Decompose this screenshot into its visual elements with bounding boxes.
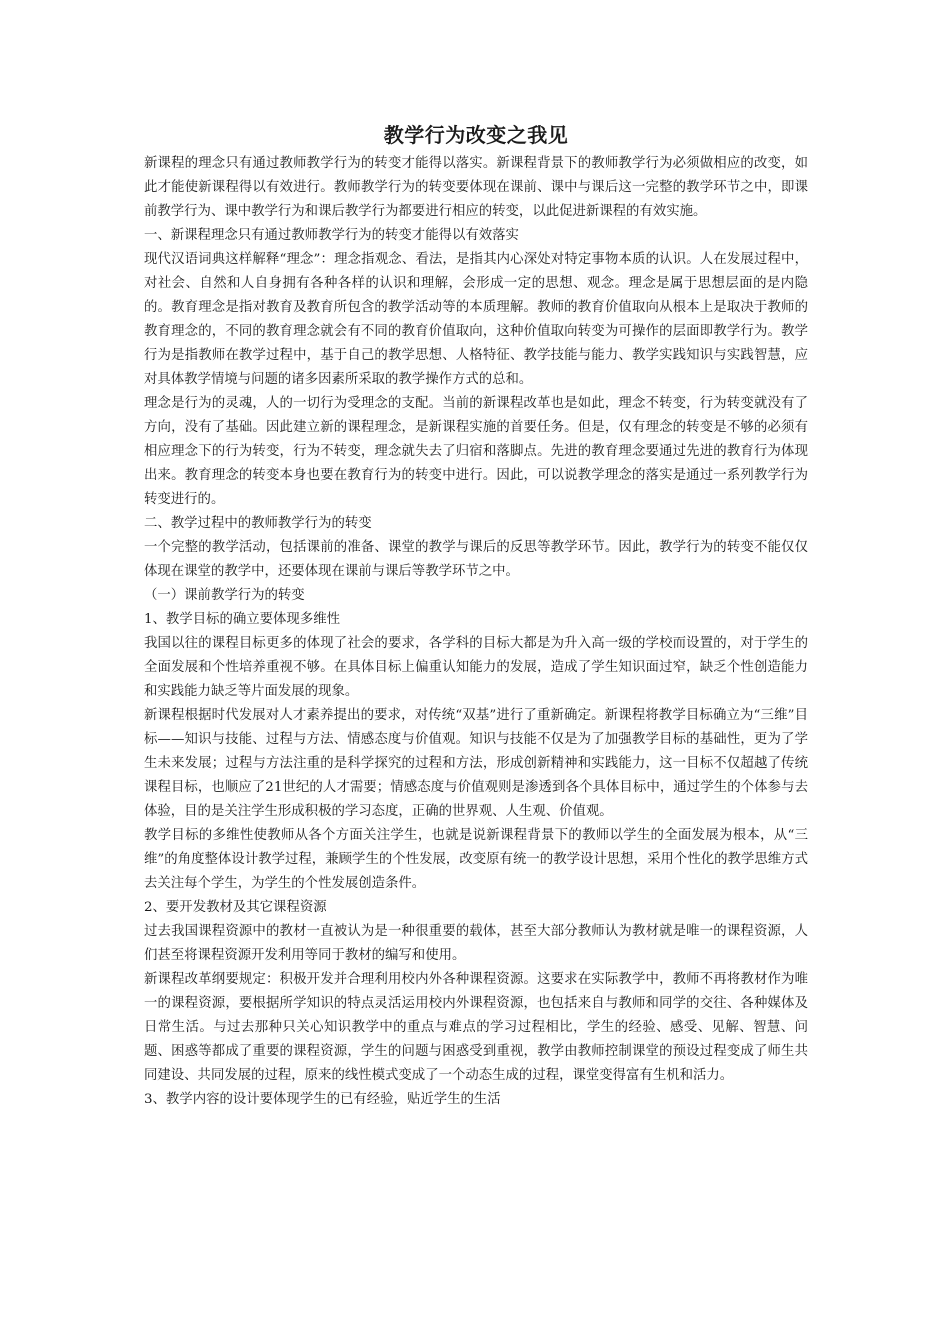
section-heading-1: 一、新课程理念只有通过教师教学行为的转变才能得以有效落实 [144,228,519,243]
document-title: 教学行为改变之我见 [383,123,569,147]
paragraph-multidimensional-goals: 教学目标的多维性使教师从各个方面关注学生，也就是说新课程背景下的教师以学生的全面发展为根本，从“三维”的角度整体设计教学过程，兼顾学生的个性发展，改变原有统一的教学设计思想，采用个性化的教学思维方式去关注每个学生，为学生的个性发展创造条件。 [144,828,808,891]
item-heading-2: 2、要开发教材及其它课程资源 [144,900,327,915]
paragraph-concept-behavior: 理念是行为的灵魂，人的一切行为受理念的支配。当前的新课程改革也是如此，理念不转变，行为转变就没有了方向，没有了基础。因此建立新的课程理念，是新课程实施的首要任务。但是，仅有理念的转变是不够的必须有相应理念下的行为转变，行为不转变，理念就失去了归宿和落脚点。先进的教育理念要通过先进的教育行为体现出来。教育理念的转变本身也要在教育行为的转变中进行。因此，可以说教学理念的落实是通过一系列教学行为转变进行的。 [144,396,808,507]
subsection-heading-pre-class: （一）课前教学行为的转变 [144,588,305,603]
paragraph-three-dimensions: 新课程根据时代发展对人才素养提出的要求，对传统“双基”进行了重新确定。新课程将教学目标确立为“三维”目标——知识与技能、过程与方法、情感态度与价值观。知识与技能不仅是为了加强教学目标的基础性，更为了学生未来发展；过程与方法注重的是科学探究的过程和方法，形成创新精神和实践能力，这一目标不仅超越了传统课程目标，也顺应了21世纪的人才需要；情感态度与价值观则是渗透到各个具体目标中，通过学生的个体参与去体验，目的是关注学生形成积极的学习态度，正确的世界观、人生观、价值观。 [144,708,808,819]
paragraph-new-resources: 新课程改革纲要规定：积极开发并合理利用校内外各种课程资源。这要求在实际教学中，教师不再将教材作为唯一的课程资源，要根据所学知识的特点灵活运用校内外课程资源，也包括来自与教师和同学的交往、各种媒体及日常生活。与过去那种只关心知识教学中的重点与难点的学习过程相比，学生的经验、感受、见解、智慧、问题、困惑等都成了重要的课程资源，学生的问题与困惑受到重视，教学由教师控制课堂的预设过程变成了师生共同建设、共同发展的过程，原来的线性模式变成了一个动态生成的过程，课堂变得富有生机和活力。 [144,972,808,1083]
paragraph-concept-definition: 现代汉语词典这样解释“理念”：理念指观念、看法，是指其内心深处对特定事物本质的认识。人在发展过程中，对社会、自然和人自身拥有各种各样的认识和理解，会形成一定的思想、观念。理念是属于思想层面的是内隐的。教育理念是指对教育及教育所包含的教学活动等的本质理解。教师的教育价值取向从根本上是取决于教师的教育理念的，不同的教育理念就会有不同的教育价值取向，这种价值取向转变为可操作的层面即教学行为。教学行为是指教师在教学过程中，基于自己的教学思想、人格特征、教学技能与能力、教学实践知识与实践智慧，应对具体教学情境与问题的诸多因素所采取的教学操作方式的总和。 [144,252,808,387]
item-heading-3: 3、教学内容的设计要体现学生的已有经验，贴近学生的生活 [144,1092,501,1107]
paragraph-past-resources: 过去我国课程资源中的教材一直被认为是一种很重要的载体，甚至大部分教师认为教材就是唯一的课程资源，人们甚至将课程资源开发利用等同于教材的编写和使用。 [144,924,808,963]
section-heading-2: 二、教学过程中的教师教学行为的转变 [144,516,372,531]
paragraph-past-goals: 我国以往的课程目标更多的体现了社会的要求，各学科的目标大都是为升入高一级的学校而设置的，对于学生的全面发展和个性培养重视不够。在具体目标上偏重认知能力的发展，造成了学生知识面过窄，缺乏个性创造能力和实践能力缺乏等片面发展的现象。 [144,636,808,699]
intro-paragraph: 新课程的理念只有通过教师教学行为的转变才能得以落实。新课程背景下的教师教学行为必须做相应的改变，如此才能使新课程得以有效进行。教师教学行为的转变要体现在课前、课中与课后这一完整的教学环节之中，即课前教学行为、课中教学行为和课后教学行为都要进行相应的转变，以此促进新课程的有效实施。 [144,156,808,219]
paragraph-teaching-process: 一个完整的教学活动，包括课前的准备、课堂的教学与课后的反思等教学环节。因此，教学行为的转变不能仅仅体现在课堂的教学中，还要体现在课前与课后等教学环节之中。 [144,540,808,579]
document-page [144,118,808,1112]
item-heading-1: 1、教学目标的确立要体现多维性 [144,612,340,627]
